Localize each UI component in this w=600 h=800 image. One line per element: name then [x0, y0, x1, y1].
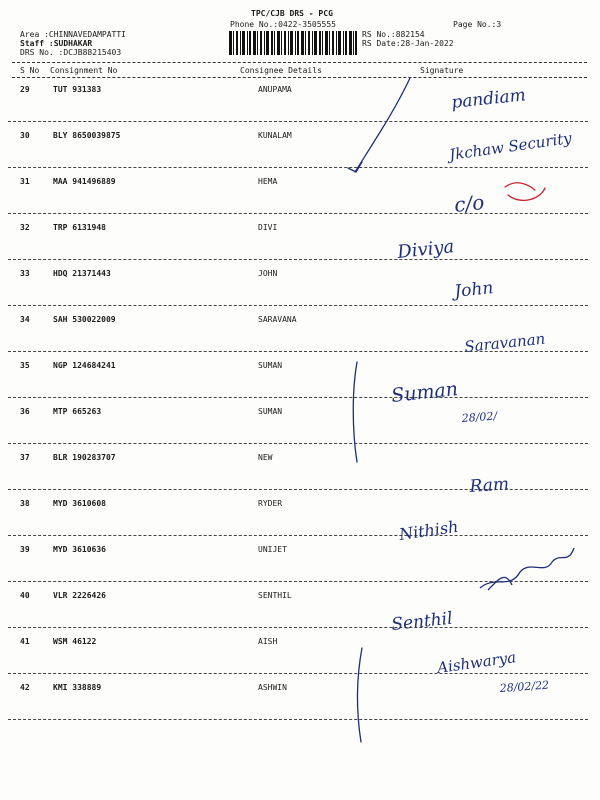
row-consignment: KMI 338889 — [53, 683, 102, 692]
row-consignee: SUMAN — [258, 407, 283, 416]
sig-date-2: 28/02/22 — [499, 678, 550, 695]
row-sno: 33 — [20, 269, 30, 278]
area-label: Area :CHINNAVEDAMPATTI — [20, 30, 126, 39]
row-consignment: TUT 931383 — [53, 85, 102, 94]
red-scribble — [505, 183, 535, 190]
row-sno: 34 — [20, 315, 30, 324]
row-consignee: DIVI — [258, 223, 278, 232]
row-separator — [8, 213, 588, 214]
row-consignee: UNIJET — [258, 545, 287, 554]
sig-date-1: 28/02/ — [461, 409, 498, 425]
sig-security: Jkchaw Security — [448, 128, 573, 164]
row-sno: 29 — [20, 85, 30, 94]
row-consignment: VLR 2226426 — [53, 591, 106, 600]
phone-number: Phone No.:0422-3505555 — [230, 20, 336, 29]
row-separator — [8, 121, 588, 122]
sig-john: John — [453, 278, 495, 302]
row-consignment: WSM 46122 — [53, 637, 97, 646]
row-separator — [8, 535, 588, 536]
barcode — [229, 31, 357, 55]
row-consignee: ASHWIN — [258, 683, 287, 692]
sig-senthil: Senthil — [390, 608, 454, 635]
sheet-title: TPC/CJB DRS - PCG — [251, 9, 333, 18]
row-sno: 30 — [20, 131, 30, 140]
row-consignee: ANUPAMA — [258, 85, 292, 94]
row-sno: 40 — [20, 591, 30, 600]
row-consignment: TRP 6131948 — [53, 223, 106, 232]
sig-nithish: Nithish — [397, 516, 460, 544]
row-consignee: RYDER — [258, 499, 283, 508]
row-consignee: JOHN — [258, 269, 278, 278]
row-consignment: SAH 530022009 — [53, 315, 116, 324]
row-consignee: KUNALAM — [258, 131, 292, 140]
bracket-stroke-2 — [357, 648, 362, 742]
scribble-signature-39 — [480, 548, 574, 590]
row-consignment: MYD 3610608 — [53, 499, 106, 508]
sig-suman: Suman — [390, 378, 460, 407]
row-separator — [8, 489, 588, 490]
row-separator — [8, 581, 588, 582]
row-consignment: BLY 8650039875 — [53, 131, 121, 140]
row-sno: 41 — [20, 637, 30, 646]
row-sno: 38 — [20, 499, 30, 508]
row-sno: 31 — [20, 177, 30, 186]
col-sno: S No — [20, 66, 40, 75]
row-separator — [8, 443, 588, 444]
row-sno: 37 — [20, 453, 30, 462]
col-consignment: Consignment No — [50, 66, 118, 75]
bracket-stroke-1 — [353, 362, 357, 462]
sig-ram: Ram — [468, 474, 510, 497]
row-sno: 32 — [20, 223, 30, 232]
row-separator — [8, 627, 588, 628]
row-consignment: HDQ 21371443 — [53, 269, 111, 278]
row-separator — [8, 351, 588, 352]
row-sno: 39 — [20, 545, 30, 554]
sig-diviya: Diviya — [396, 236, 456, 263]
row-consignment: MAA 941496889 — [53, 177, 116, 186]
row-separator — [8, 167, 588, 168]
col-consignee: Consignee Details — [240, 66, 322, 75]
row-separator — [8, 259, 588, 260]
row-sno: 36 — [20, 407, 30, 416]
row-consignment: MTP 665263 — [53, 407, 102, 416]
row-consignee: HEMA — [258, 177, 278, 186]
staff-label: Staff :SUDHAKAR — [20, 39, 93, 48]
row-separator — [8, 397, 588, 398]
row-separator — [8, 673, 588, 674]
row-consignee: SENTHIL — [258, 591, 292, 600]
sig-co: c/o — [453, 189, 486, 217]
sig-aishwarya: Aishwarya — [436, 648, 518, 677]
header-top-rule — [12, 62, 587, 63]
row-consignee: AISH — [258, 637, 278, 646]
page-number: Page No.:3 — [453, 20, 502, 29]
row-consignee: SARAVANA — [258, 315, 297, 324]
sig-pandiam: pandiam — [450, 85, 527, 113]
sig-saravanan: Saravanan — [463, 329, 546, 356]
row-consignee: SUMAN — [258, 361, 283, 370]
row-sno: 35 — [20, 361, 30, 370]
row-consignment: MYD 3610636 — [53, 545, 106, 554]
row-consignment: NGP 124684241 — [53, 361, 116, 370]
rs-number: RS No.:882154 — [362, 30, 425, 39]
row-sno: 42 — [20, 683, 30, 692]
header-bottom-rule — [12, 77, 587, 78]
row-separator — [8, 305, 588, 306]
col-signature: Signature — [420, 66, 464, 75]
row-consignee: NEW — [258, 453, 273, 462]
drs-number: DRS No. :DCJB88215403 — [20, 48, 122, 57]
red-scribble-2 — [508, 188, 545, 200]
rs-date: RS Date:28-Jan-2022 — [362, 39, 454, 48]
tick-stroke — [355, 78, 410, 172]
row-consignment: BLR 190283707 — [53, 453, 116, 462]
row-separator — [8, 719, 588, 720]
